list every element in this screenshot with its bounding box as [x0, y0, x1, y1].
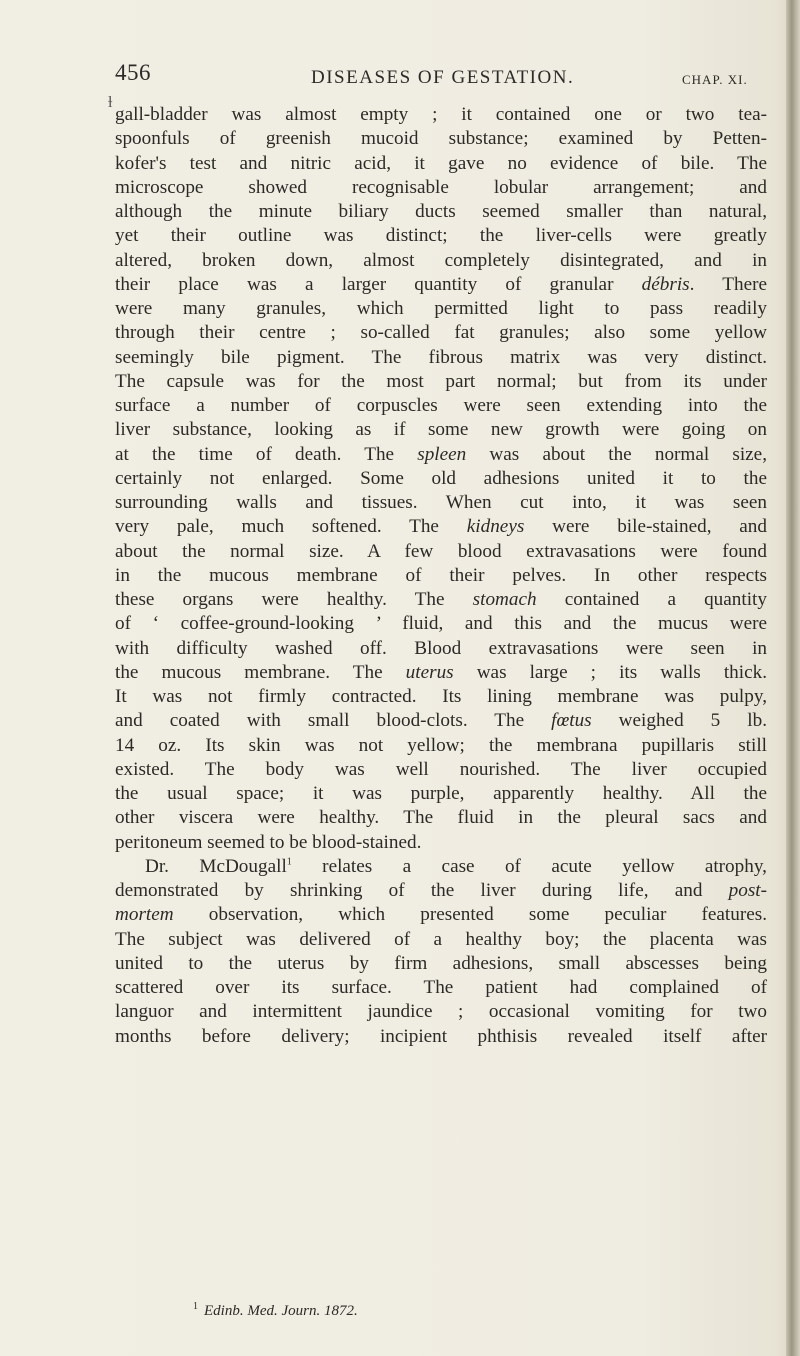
emphasis-spleen: spleen	[417, 443, 467, 465]
text-line: microscope showed recognisable lobular arrangement; and	[115, 176, 767, 198]
text-line: gall-bladder was almost empty ; it contained one or two tea-	[115, 104, 767, 125]
text-line: liver substance, looking as if some new growth were going on	[115, 419, 767, 441]
emphasis-kidneys: kidneys	[466, 516, 525, 538]
text-line: 14 oz. Its skin was not yellow; the membrana pupillaris still	[115, 734, 767, 756]
text-line: at the time of death. The spleen was about the normal size,	[115, 443, 767, 465]
text-line: their place was a larger quantity of granular débris. There	[115, 273, 767, 295]
text-line: The capsule was for the most part normal; but from its under	[115, 370, 767, 392]
text-line: surface a number of corpuscles were seen extending into the	[115, 395, 767, 416]
text-line: seemingly bile pigment. The fibrous matrix was very distinct.	[115, 346, 767, 368]
text-line: about the normal size. A few blood extravasations were found	[115, 540, 767, 562]
emphasis-stomach: stomach	[472, 589, 537, 610]
text-line: The subject was delivered of a healthy boy; the placenta was	[115, 928, 767, 950]
text-line: were many granules, which permitted light to pass readily	[115, 298, 767, 319]
text-line: certainly not enlarged. Some old adhesions united it to the	[115, 467, 767, 489]
text-line: languor and intermittent jaundice ; occasional vomiting for two	[115, 1001, 767, 1023]
text-line: through their centre ; so-called fat granules; also some yellow	[115, 322, 767, 344]
text-line: spoonfuls of greenish mucoid substance; examined by Petten-	[115, 128, 767, 150]
emphasis-mortem: mortem	[115, 904, 174, 926]
text-line: very pale, much softened. The kidneys were bile-stained, and	[115, 516, 767, 538]
text-line: months before delivery; incipient phthisis revealed itself after	[115, 1025, 767, 1047]
text-line: altered, broken down, almost completely disintegrated, and in	[115, 249, 767, 271]
line-rest: observation, which presented some peculiar features.	[173, 904, 767, 926]
emphasis-foetus: fœtus	[551, 710, 592, 732]
text-line: and coated with small blood-clots. The fœtus weighed 5 lb.	[115, 710, 767, 732]
text-line: in the mucous membrane of their pelves. In other respects	[115, 564, 767, 586]
body-text	[115, 103, 767, 1049]
footnote-text: Edinb. Med. Journ. 1872.	[204, 1303, 358, 1319]
text-line: peritoneum seemed to be blood-stained.	[115, 831, 422, 853]
footnote-mark: 1	[193, 1301, 198, 1312]
text-line: scattered over its surface. The patient had complained of	[115, 977, 767, 998]
text-line: the usual space; it was purple, apparently healthy. All the	[115, 783, 767, 804]
page-number: 456	[115, 60, 151, 85]
text-line	[115, 903, 767, 927]
footnote-ref: 1	[286, 856, 292, 868]
footnote	[193, 1298, 358, 1320]
text-line: although the minute biliary ducts seemed smaller than natural,	[115, 201, 767, 222]
chapter-label: CHAP. XI.	[682, 72, 748, 87]
emphasis-uterus: uterus	[405, 661, 454, 683]
text-line: Dr. McDougall$^1$ relates a case of acute yellow atrophy,	[145, 855, 767, 877]
page-edge	[786, 0, 800, 1356]
text-line: It was not firmly contracted. Its lining membrane was pulpy,	[115, 686, 767, 707]
text-line: other viscera were healthy. The fluid in the pleural sacs and	[115, 807, 767, 829]
text-line: yet their outline was distinct; the liver-cells were greatly	[115, 225, 767, 247]
text-line: with difficulty washed off. Blood extravasations were seen in	[115, 637, 767, 659]
text-line: these organs were healthy. The stomach contained a quantity	[115, 589, 767, 610]
running-title: DISEASES OF GESTATION.	[311, 67, 575, 88]
text-line: kofer's test and nitric acid, it gave no evidence of bile. The	[115, 152, 767, 174]
emphasis-debris: débris	[641, 273, 690, 295]
margin-mark: ɫ	[108, 94, 113, 111]
emphasis-post: post-	[728, 880, 767, 901]
text-line: of ‘ coffee-ground-looking ’ fluid, and this and the mucus were	[115, 613, 767, 635]
text-line: existed. The body was well nourished. The liver occupied	[115, 758, 767, 780]
text-line: united to the uterus by firm adhesions, small abscesses being	[115, 952, 767, 974]
text-line: demonstrated by shrinking of the liver during life, and post-	[115, 880, 767, 901]
text-line: surrounding walls and tissues. When cut into, it was seen	[115, 492, 767, 513]
text-line: the mucous membrane. The uterus was large ; its walls thick.	[115, 661, 767, 683]
page-header	[115, 48, 770, 88]
